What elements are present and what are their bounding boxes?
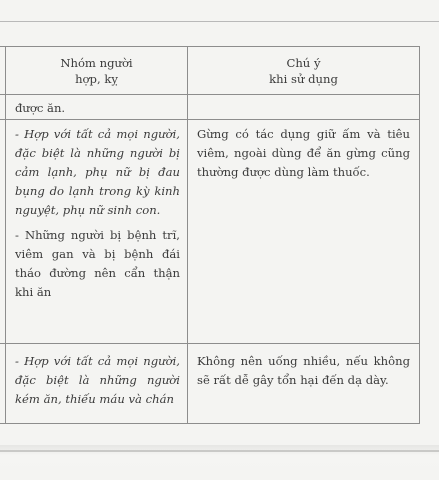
row-divider (0, 119, 420, 120)
header-group-compatibility (6, 55, 187, 87)
table-top-border (0, 46, 420, 47)
row1-group-cell: được ăn. (15, 101, 66, 115)
header-line: Nhóm người (60, 56, 133, 70)
row2-group-italic: - Hợp với tất cả mọi người, đặc biệt là những người bị cảm lạnh, phụ nữ bị đau bụng do lạnh trong kỳ kinh nguyệt, phụ nữ sinh con. (15, 127, 180, 217)
row2-note-cell: Gừng có tác dụng giữ ấm và tiêu viêm, ngoài dùng để ăn gừng cũng thường được dùng làm thuốc. (197, 127, 410, 179)
header-usage-notes (188, 55, 419, 87)
row3-note-cell: Không nên uống nhiều, nếu không sẽ rất dễ gây tổn hại đến dạ dày. (197, 354, 410, 387)
header-line: Chú ý (286, 56, 321, 70)
food-notes-table (0, 46, 420, 424)
header-line: khi sử dụng (269, 72, 338, 86)
page-bottom-rule (0, 450, 439, 452)
row2-group-cell (15, 125, 180, 302)
page-top-rule (0, 21, 439, 22)
header-line: hợp, kỵ (75, 72, 118, 86)
header-bottom-border (0, 94, 420, 95)
column-divider (5, 46, 6, 424)
table-right-border (419, 46, 420, 424)
row3-group-cell: - Hợp với tất cả mọi người, đặc biệt là những người kém ăn, thiếu máu và chán (15, 354, 180, 406)
column-divider (187, 46, 188, 424)
row2-group-normal: - Những người bị bệnh trĩ, viêm gan và bị bệnh đái tháo đường nên cẩn thận khi ăn (15, 228, 180, 299)
table-bottom-border (0, 423, 420, 424)
row-divider (0, 343, 420, 344)
